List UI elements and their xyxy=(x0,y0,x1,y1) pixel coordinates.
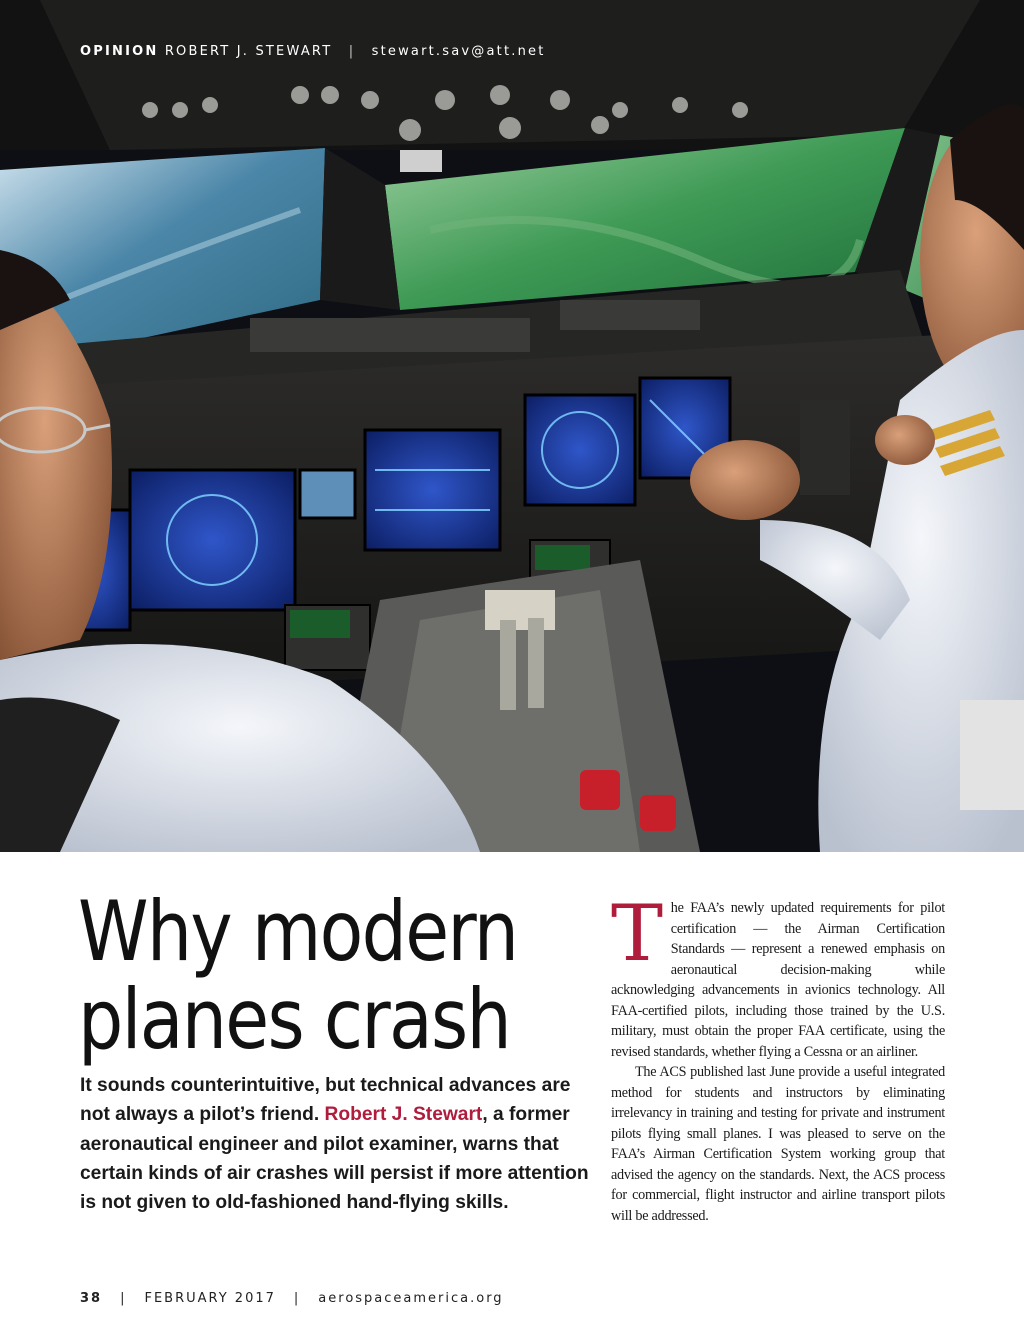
article-kicker xyxy=(80,44,546,59)
page-number: 38 xyxy=(80,1291,103,1306)
issue-date: FEBRUARY 2017 xyxy=(144,1291,276,1306)
page-title xyxy=(78,883,525,1068)
kicker-separator: | xyxy=(348,44,356,59)
dek-author-name: Robert J. Stewart xyxy=(324,1104,483,1126)
drop-cap: T xyxy=(611,889,663,979)
paragraph-2: The ACS published last June provide a useful integrated method for students and instructors by eliminating irrelevancy in training and testing for private and instrument pilots flying small planes. I was pleased to serve on the FAA’s Airman Certification System working group that advised the agency on the standards. Next, the ACS process for commercial, flight instructor and airline transport pilots will be addressed. xyxy=(611,1064,945,1224)
dek-text-end: , a former aeronautical engineer and pilot examiner, warns that certain kinds of air crashes will persist if more attention is not given to old-fashioned hand-flying skills. xyxy=(80,1104,589,1214)
article-dek xyxy=(80,1071,590,1217)
article-body xyxy=(611,889,945,1226)
footer-separator-1: | xyxy=(120,1291,127,1306)
title-line-1: Why modern xyxy=(78,883,518,980)
author-email[interactable]: stewart.sav@att.net xyxy=(371,44,546,59)
footer-separator-2: | xyxy=(293,1291,301,1306)
title-line-2: planes crash xyxy=(78,971,511,1068)
site-link[interactable]: aerospaceamerica.org xyxy=(318,1291,504,1306)
paragraph-1-text: he FAA’s newly updated requirements for pilot certification — the Airman Certification Standards — represent a renewed emphasis on aeronautical decision-making while acknowledging advancements in avionics technology. All FAA-certified pilots, including those trained by the U.S. military, must obtain the proper FAA certificate, using the revised standards, whether flying a Cessna or an airliner. xyxy=(611,900,945,1060)
author-byline: ROBERT J. STEWART xyxy=(164,44,333,59)
dek-text-start: It sounds counterintuitive, but technical advances are not always a pilot’s friend. xyxy=(80,1075,571,1126)
page-footer xyxy=(80,1291,504,1306)
paragraph-1 xyxy=(611,889,945,1062)
section-label: OPINION xyxy=(80,44,159,59)
